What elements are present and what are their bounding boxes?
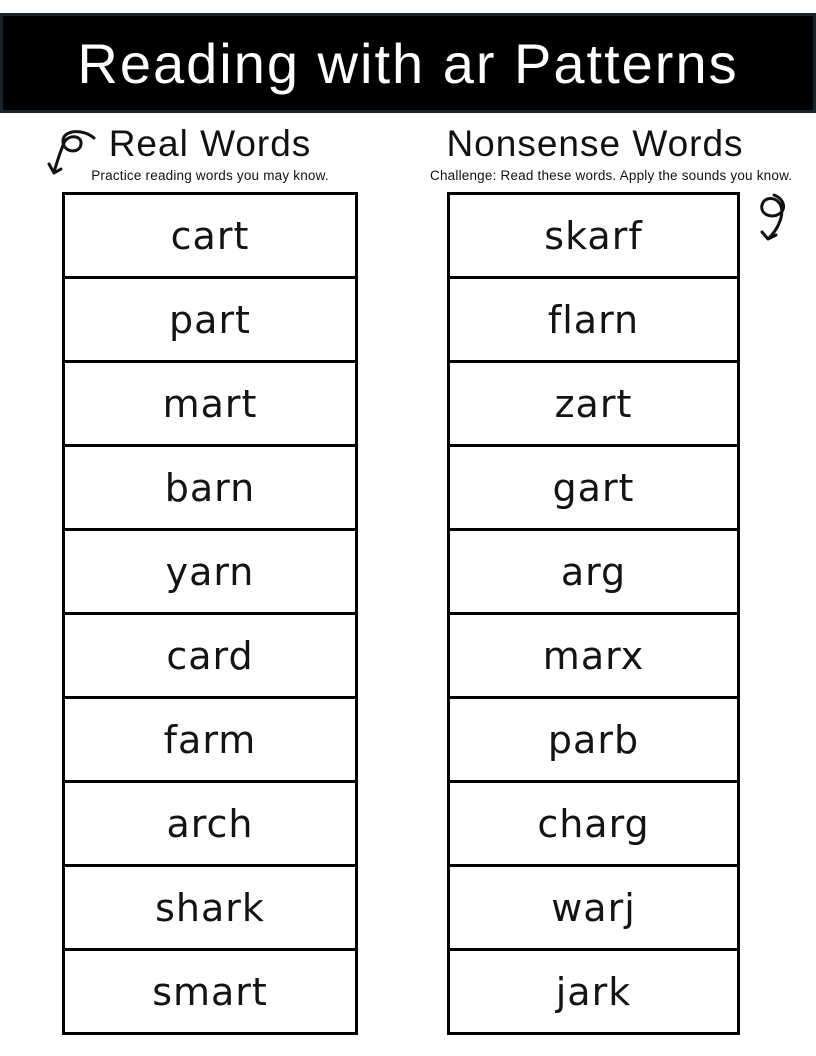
word-card: card [62,612,358,699]
word-card: smart [62,948,358,1035]
word-card: arch [62,780,358,867]
word-card: cart [62,192,358,279]
word-card: charg [447,780,740,867]
word-card: skarf [447,192,740,279]
word-card: part [62,276,358,363]
word-card: warj [447,864,740,951]
title-banner [0,13,816,113]
real-words-subtitle: Practice reading words you may know. [91,167,329,183]
word-card: jark [447,948,740,1035]
word-card: zart [447,360,740,447]
page-title: Reading with ar Patterns [77,31,739,95]
word-card: arg [447,528,740,615]
word-card: mart [62,360,358,447]
nonsense-words-heading: Nonsense Words [446,123,744,164]
nonsense-words-header [430,123,793,183]
word-card: shark [62,864,358,951]
word-card: flarn [447,276,740,363]
nonsense-words-subtitle: Challenge: Read these words. Apply the sounds you know. [430,167,793,183]
word-card: marx [447,612,740,699]
word-card: parb [447,696,740,783]
word-card: farm [62,696,358,783]
real-words-heading: Real Words [108,123,312,164]
word-card: yarn [62,528,358,615]
word-card: barn [62,444,358,531]
nonsense-words-list [447,192,740,1035]
curly-arrow-down-icon [746,192,790,250]
real-words-list [62,192,358,1035]
real-words-header [62,124,358,183]
word-card: gart [447,444,740,531]
